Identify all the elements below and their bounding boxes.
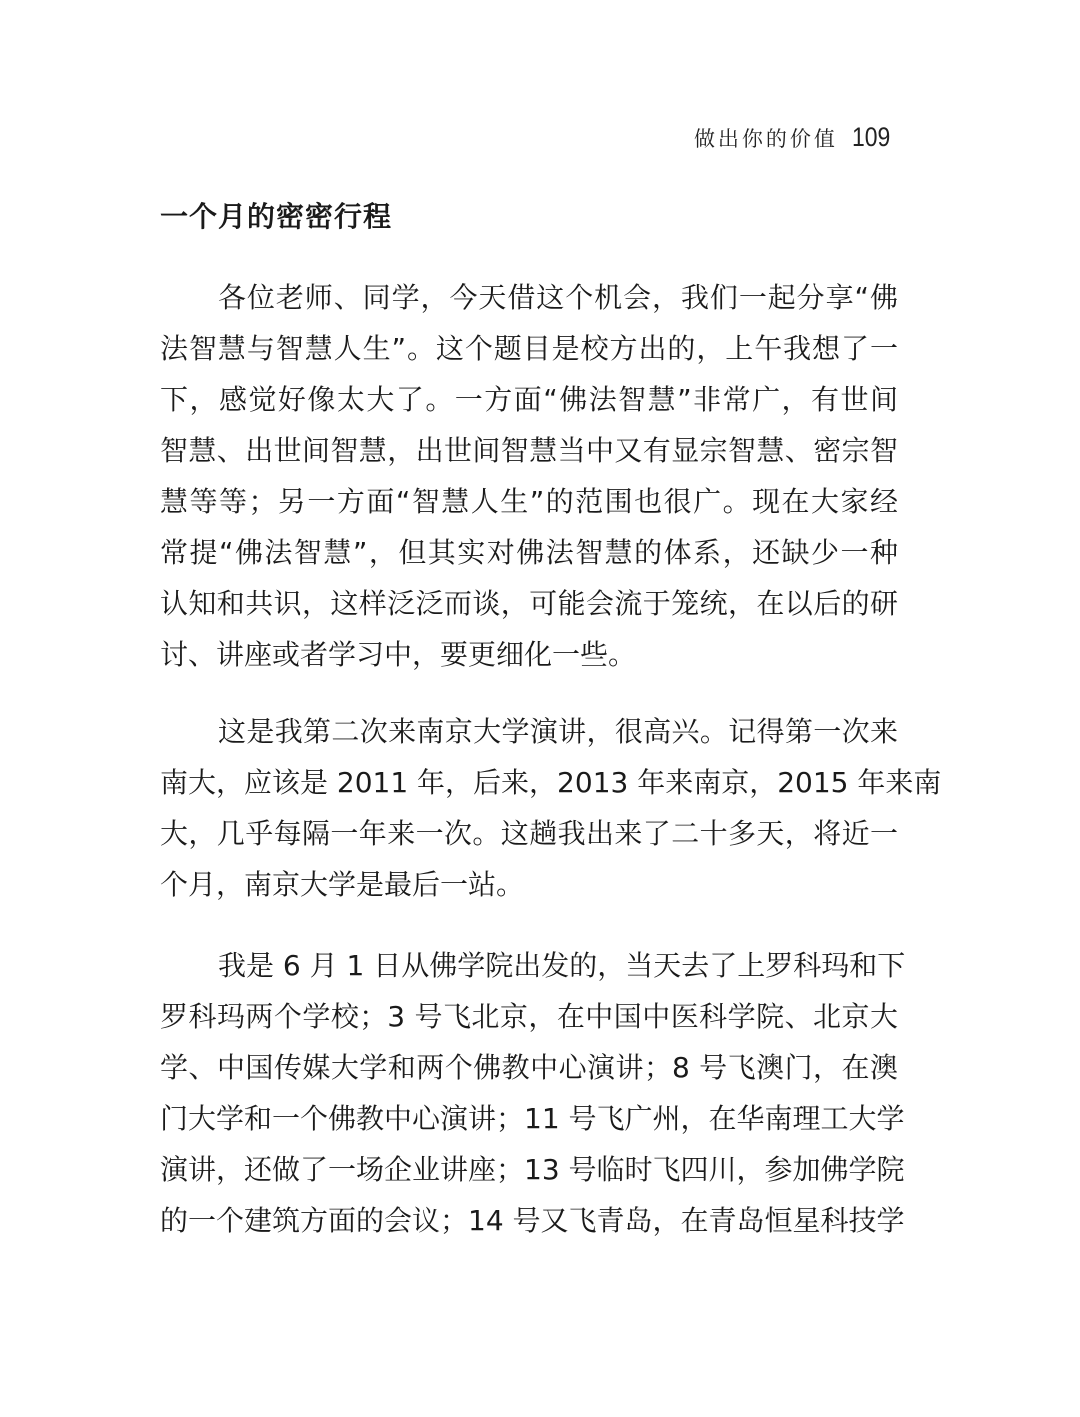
paragraph-2: [160, 706, 942, 910]
page-number: 109: [851, 122, 891, 152]
paragraph-line: 下，感觉好像太大了。一方面“佛法智慧”非常广，有世间: [160, 383, 898, 416]
paragraph-line: 我是 6 月 1 日从佛学院出发的，当天去了上罗科玛和下: [218, 949, 906, 982]
paragraph-line: 讨、讲座或者学习中，要更细化一些。: [160, 638, 637, 671]
paragraph-line: 学、中国传媒大学和两个佛教中心演讲；8 号飞澳门，在澳: [160, 1051, 898, 1084]
running-title: 做出你的价值: [693, 127, 838, 151]
paragraph-line: 慧等等；另一方面“智慧人生”的范围也很广。现在大家经: [160, 485, 898, 518]
section-title: 一个月的密密行程: [160, 200, 393, 233]
paragraph-line: 这是我第二次来南京大学演讲，很高兴。记得第一次来: [218, 715, 898, 748]
page-header: [694, 122, 897, 153]
paragraph-line: 门大学和一个佛教中心演讲；11 号飞广州，在华南理工大学: [160, 1102, 905, 1135]
paragraph-line: 南大，应该是 2011 年，后来，2013 年来南京，2015 年来南: [160, 766, 942, 799]
paragraph-line: 认知和共识，这样泛泛而谈，可能会流于笼统，在以后的研: [160, 587, 898, 620]
paragraph-line: 各位老师、同学，今天借这个机会，我们一起分享“佛: [218, 281, 898, 314]
paragraph-line: 常提“佛法智慧”，但其实对佛法智慧的体系，还缺少一种: [160, 536, 898, 569]
paragraph-line: 个月，南京大学是最后一站。: [160, 868, 525, 901]
paragraph-1: [160, 272, 898, 680]
paragraph-line: 法智慧与智慧人生”。这个题目是校方出的，上午我想了一: [160, 332, 898, 365]
paragraph-line: 罗科玛两个学校；3 号飞北京，在中国中医科学院、北京大: [160, 1000, 898, 1033]
paragraph-line: 演讲，还做了一场企业讲座；13 号临时飞四川，参加佛学院: [160, 1153, 905, 1186]
paragraph-line: 智慧、出世间智慧，出世间智慧当中又有显宗智慧、密宗智: [160, 434, 898, 467]
paragraph-line: 大，几乎每隔一年来一次。这趟我出来了二十多天，将近一: [160, 817, 898, 850]
paragraph-line: 的一个建筑方面的会议；14 号又飞青岛，在青岛恒星科技学: [160, 1204, 905, 1237]
paragraph-3: [160, 940, 906, 1246]
